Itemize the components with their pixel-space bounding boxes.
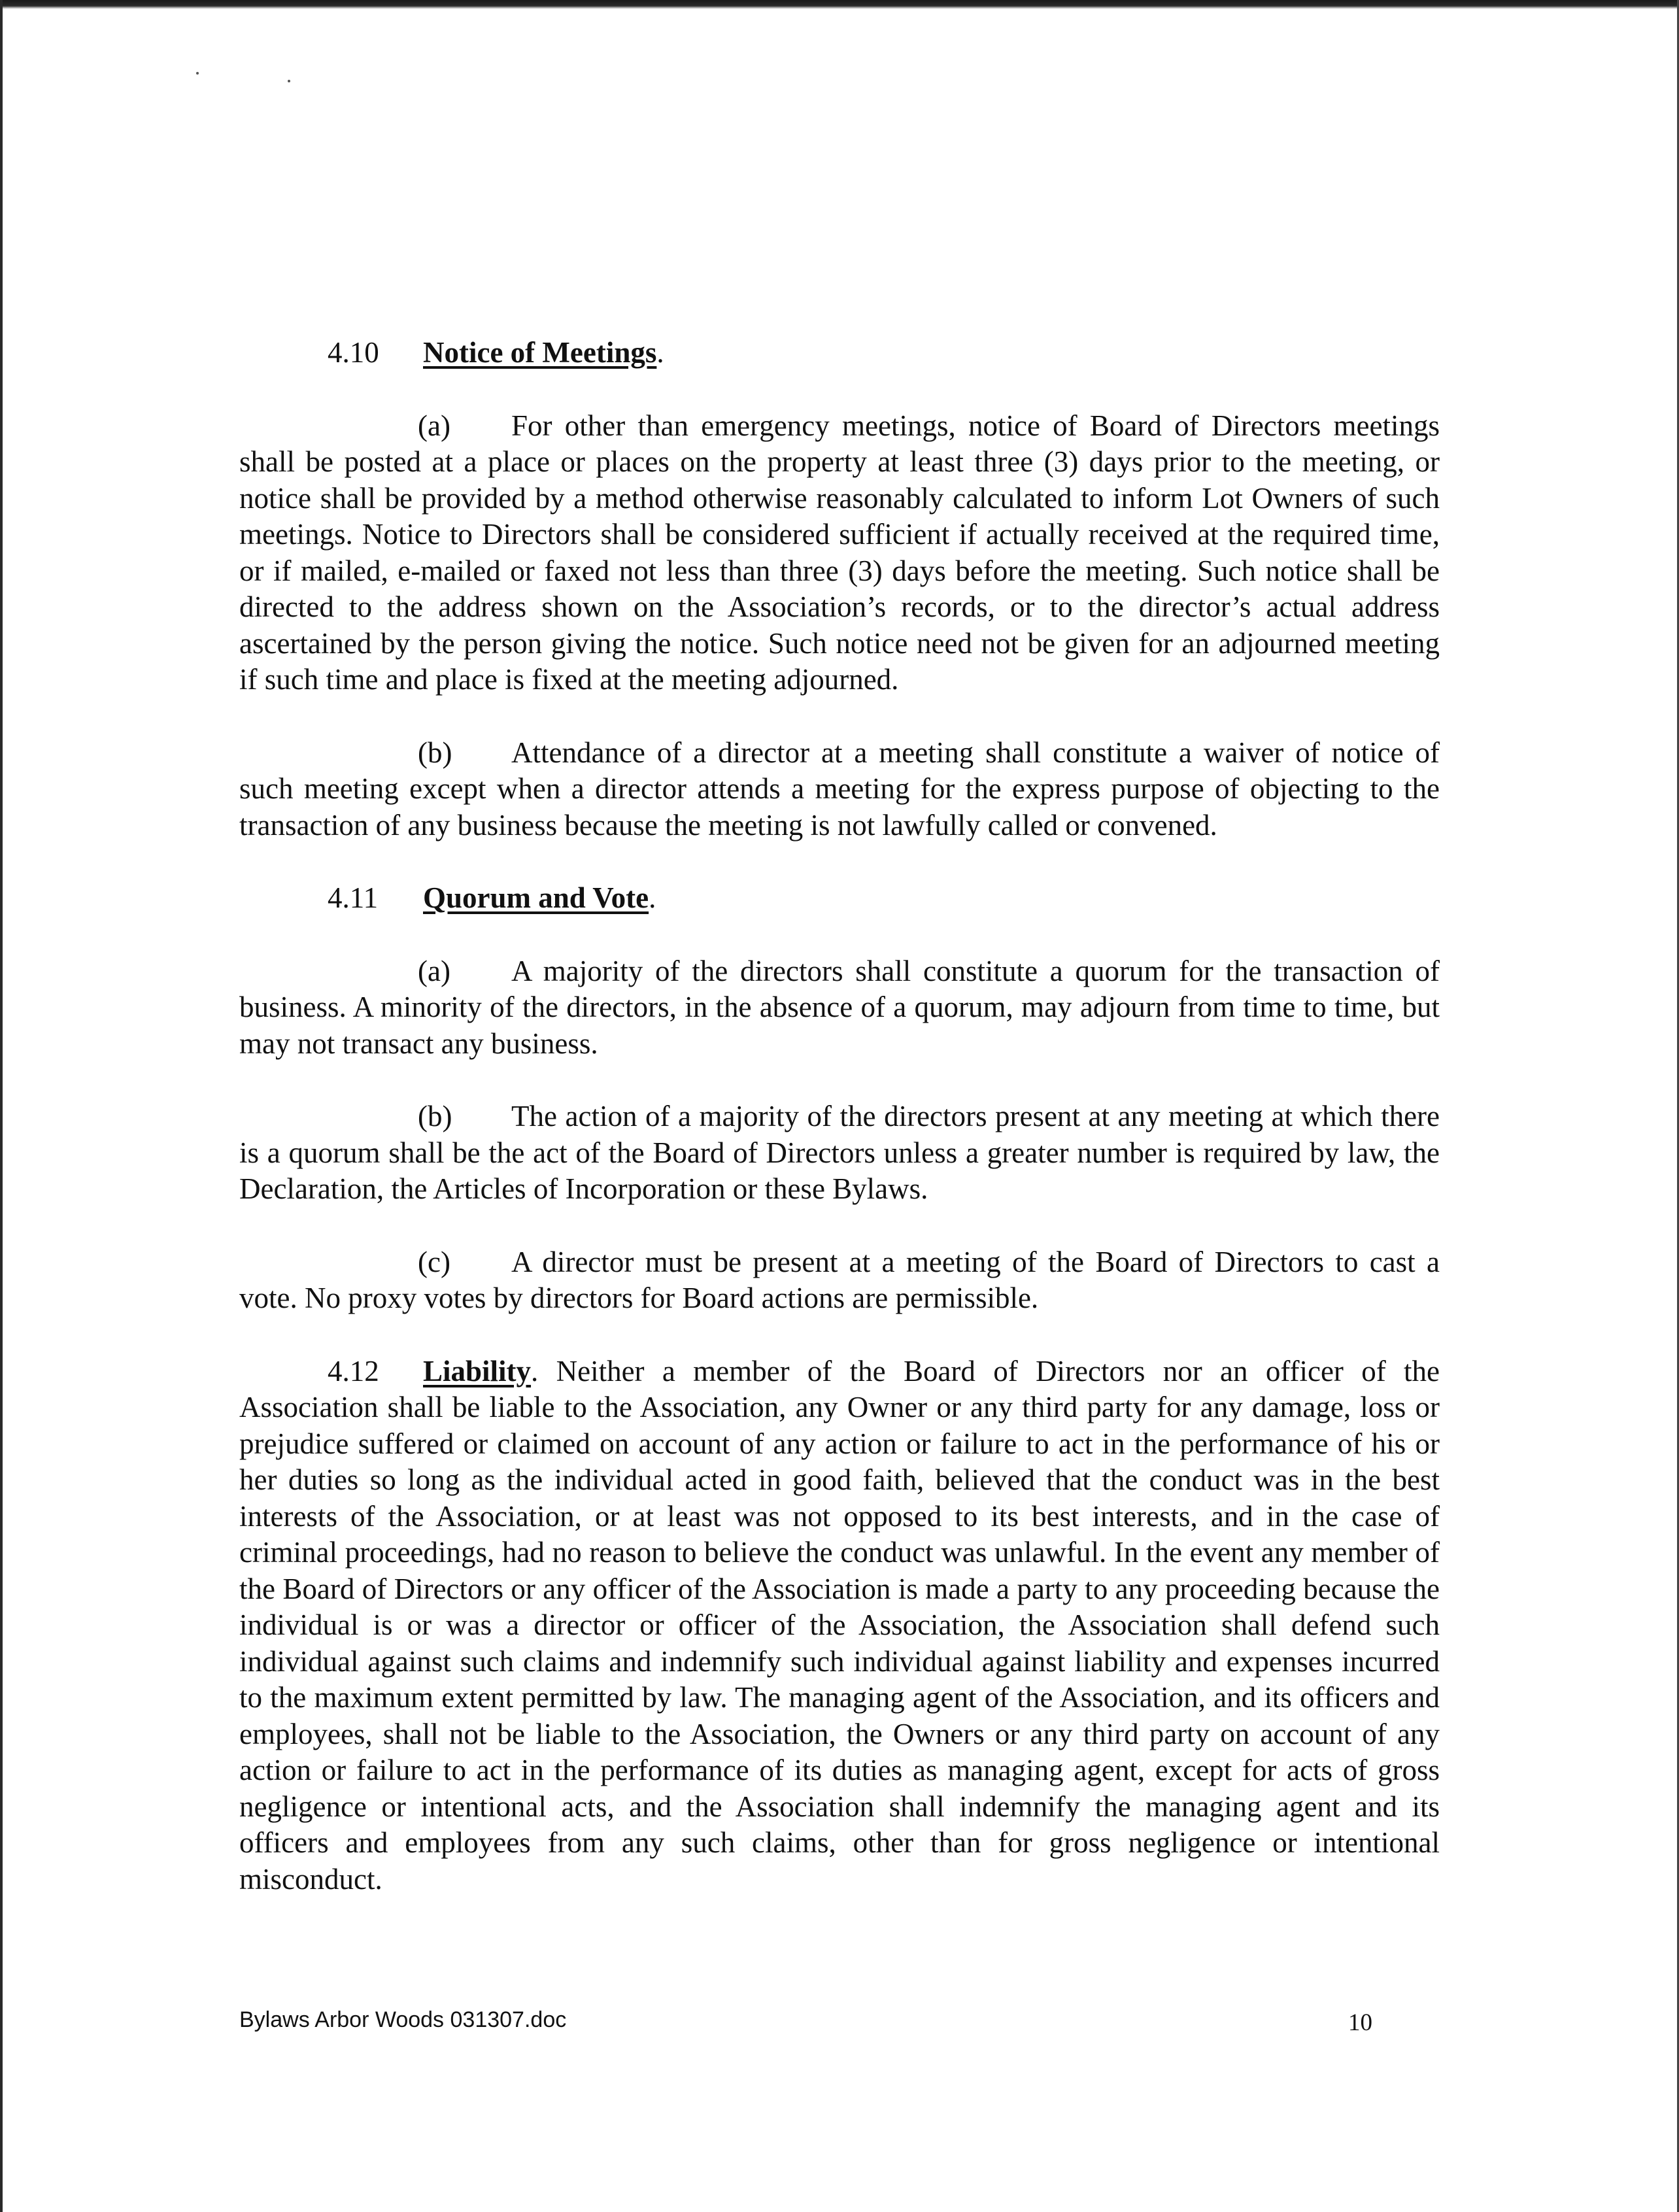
section-4-10-b: [239, 735, 1440, 844]
section-title: Notice of Meetings: [423, 336, 657, 369]
section-4-11-c: [239, 1244, 1440, 1317]
section-title: Liability: [423, 1354, 532, 1387]
subsection-text: The action of a majority of the directors present at any meeting at which there is a quorum shall be the act of the Board of Directors unless a greater number is required by law, the Declaration, the Articles of Incorporation or these Bylaws.: [239, 1100, 1440, 1205]
section-title: Quorum and Vote: [423, 881, 649, 914]
subsection-text: For other than emergency meetings, notice of Board of Directors meetings shall be posted at a place or places on the property at least three (3) days prior to the meeting, or notice shall be provided by a method otherwise reasonably calculated to inform Lot Owners of such meetings. Notice to Directors shall be considered sufficient if actually received at the required time, or if mailed, e-mailed or faxed not less than three (3) days before the meeting. Such notice shall be directed to the address shown on the Association’s records, or to the director’s actual address ascertained by the person giving the notice. Such notice need not be given for an adjourned meeting if such time and place is fixed at the meeting adjourned.: [239, 409, 1440, 696]
section-number: 4.12: [328, 1354, 379, 1387]
footer-page-number: 10: [1348, 2009, 1372, 2036]
scan-top-edge: [0, 0, 1679, 9]
scan-left-edge: [0, 0, 3, 2212]
section-4-11-a: [239, 953, 1440, 1063]
section-number: 4.11: [328, 881, 379, 914]
title-punctuation: .: [656, 336, 664, 369]
subsection-text: A director must be present at a meeting of the Board of Directors to cast a vote. No proxy votes by directors for Board actions are permissible.: [239, 1245, 1440, 1314]
subsection-text: Attendance of a director at a meeting shall constitute a waiver of notice of such meeting except when a director attends a meeting for the express purpose of objecting to the transaction of any business because the meeting is not lawfully called or convened.: [239, 736, 1440, 842]
subsection-label: (b): [418, 1100, 452, 1132]
title-punctuation: .: [649, 881, 656, 914]
section-4-11-heading: [239, 880, 1440, 917]
subsection-label: (a): [418, 409, 450, 442]
section-4-11-b: [239, 1098, 1440, 1208]
section-4-10-heading: [239, 335, 1440, 371]
footer-filename: Bylaws Arbor Woods 031307.doc: [239, 2007, 567, 2032]
section-4-10-a: [239, 408, 1440, 698]
subsection-label: (c): [418, 1245, 450, 1278]
section-number: 4.10: [328, 336, 379, 369]
document-body: [239, 335, 1440, 1934]
section-4-12: [239, 1353, 1440, 1898]
scan-speck: [196, 72, 199, 75]
scan-speck: [288, 80, 290, 82]
subsection-text: A majority of the directors shall constitute a quorum for the transaction of business. A minority of the directors, in the absence of a quorum, may adjourn from time to time, but may not transact any business.: [239, 954, 1440, 1060]
subsection-label: (b): [418, 736, 452, 769]
section-text: . Neither a member of the Board of Directors nor an officer of the Association shall be liable to the Association, any Owner or any third party for any damage, loss or prejudice suffered or claimed on account of any action or failure to act in the performance of his or her duties so long as the individual acted in good faith, believed that the conduct was in the best interests of the Association, or at least was not opposed to its best interests, and in the case of criminal proceedings, had no reason to believe the conduct was unlawful. In the event any member of the Board of Directors or any officer of the Association is made a party to any proceeding because the individual is or was a director or officer of the Association, the Association shall defend such individual against such claims and indemnify such individual against liability and expenses incurred to the maximum extent permitted by law. The managing agent of the Association, and its officers and employees, shall not be liable to the Association, the Owners or any third party on account of any action or failure to act in the performance of its duties as managing agent, except for acts of gross negligence or intentional acts, and the Association shall indemnify the managing agent and its officers and employees from any such claims, other than for gross negligence or intentional misconduct.: [239, 1354, 1440, 1896]
subsection-label: (a): [418, 954, 450, 987]
